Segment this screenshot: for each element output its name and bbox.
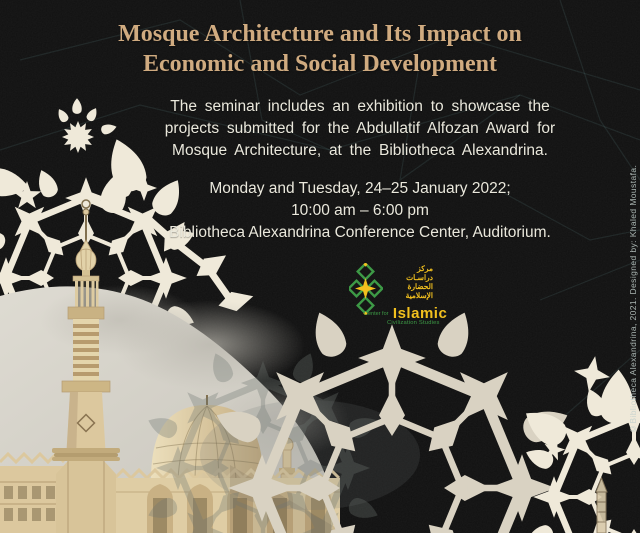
schedule-dates: Monday and Tuesday, 24–25 January 2022;: [209, 180, 511, 197]
seminar-description: [130, 96, 590, 162]
logo-arabic-line: دراسـات: [406, 273, 433, 282]
copyright-credit: ©Bibliotheca Alexandrina, 2021. Designed by: Khaled Moustafa.: [628, 164, 638, 434]
logo-arabic-line: الإسلامية: [405, 291, 433, 300]
logo-arabic-line: الحضارة: [407, 282, 433, 291]
title-line-1: Mosque Architecture and Its Impact on: [118, 21, 522, 47]
logo-center-for: Center for: [364, 311, 389, 317]
logo-islamic: Islamic: [392, 305, 448, 322]
page-title: [0, 19, 640, 79]
logo-arabic-line: مركز: [417, 264, 433, 273]
islamic-civilization-studies-logo: [349, 263, 448, 326]
schedule-hours: 10:00 am – 6:00 pm: [291, 202, 429, 219]
description-line-2: projects submitted for the Abdullatif Alfozan Award for: [164, 120, 556, 137]
event-schedule: [130, 178, 590, 244]
description-line-1: The seminar includes an exhibition to showcase the: [170, 98, 550, 115]
schedule-venue: Bibliotheca Alexandrina Conference Center, Auditorium.: [169, 224, 551, 241]
logo-arabic-name: [387, 264, 433, 300]
logo-civilization-studies: Civilization Studies: [387, 320, 440, 326]
title-line-2: Economic and Social Development: [143, 51, 497, 77]
description-line-3: Mosque Architecture, at the Bibliotheca Alexandrina.: [172, 142, 548, 159]
